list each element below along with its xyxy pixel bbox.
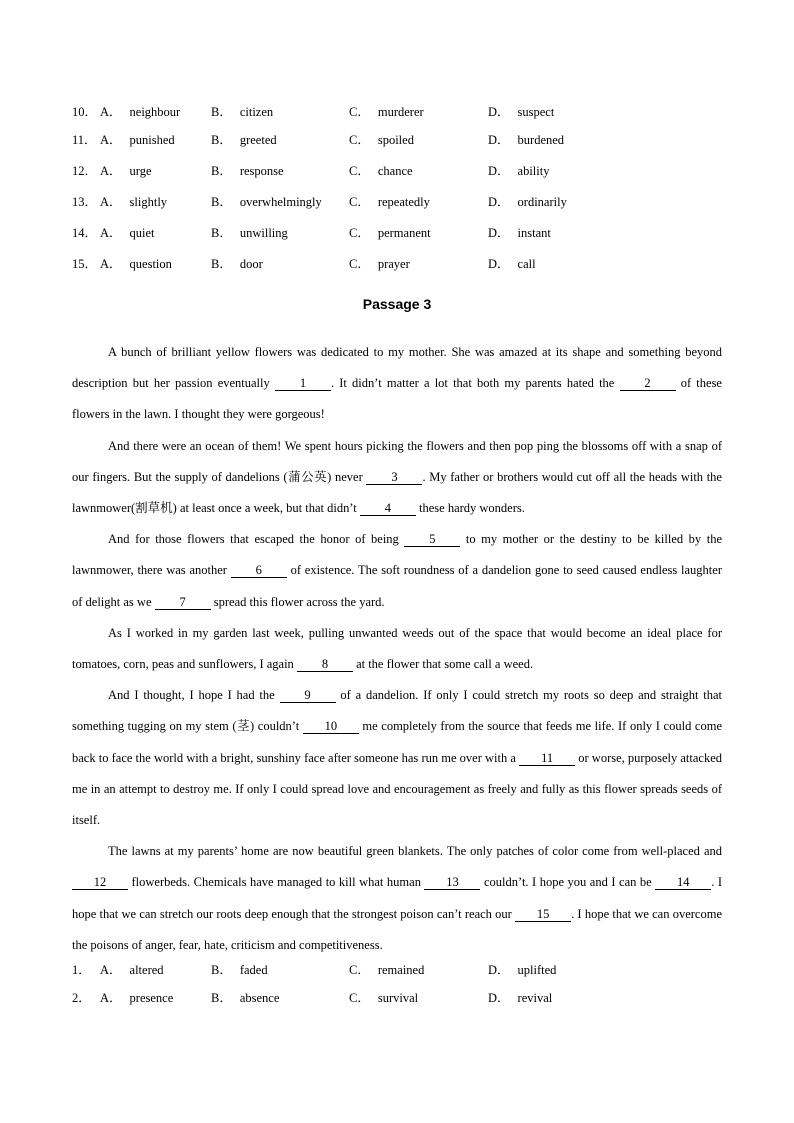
paragraph-4: As I worked in my garden last week, pulling unwanted weeds out of the space that would become an ideal place for tomatoes, corn, peas and sunflowers, I again 8 at the flower that some call a weed. (72, 625, 722, 672)
option-d[interactable]: D． ordinarily (488, 195, 567, 209)
option-row-15 (72, 249, 732, 280)
paragraph-6: The lawns at my parents’ home are now beautiful green blankets. The only patches of color come from well-placed and 12 flowerbeds. Chemicals have managed to kill what human 13 couldn’t. I hope you and I can be 14 . I hope that we can stretch our roots deep enough that the strongest poison can’t reach our 15 . I hope that we can overcome the poisons of anger, fear, hate, criticism and competitiveness. (72, 844, 723, 952)
question-number: 14． (72, 226, 98, 240)
option-c[interactable]: C． prayer (349, 257, 410, 271)
option-d[interactable]: D． instant (488, 226, 551, 240)
option-c[interactable]: C． permanent (349, 226, 431, 240)
option-a[interactable]: A． question (100, 257, 172, 271)
option-row-1 (72, 957, 732, 983)
passage-body (72, 337, 722, 961)
paragraph-3: And for those flowers that escaped the honor of being 5 to my mother or the destiny to be killed by the lawnmower, there was another 6 of existence. The soft roundness of a dandelion gone to seed caused endless laughter of delight as we 7 spread this flower across the yard. (72, 532, 722, 609)
option-b[interactable]: B． absence (211, 991, 280, 1005)
blank-12[interactable]: 12 (72, 875, 128, 890)
question-number: 1． (72, 963, 91, 977)
blank-6[interactable]: 6 (231, 563, 287, 578)
option-b[interactable]: B． overwhelmingly (211, 195, 322, 209)
blank-9[interactable]: 9 (280, 688, 336, 703)
blank-15[interactable]: 15 (515, 907, 571, 922)
passage-title: Passage 3 (362, 296, 432, 312)
option-row-11 (72, 125, 732, 156)
options-passage-3 (72, 957, 732, 1014)
option-b[interactable]: B． greeted (211, 133, 277, 147)
blank-1[interactable]: 1 (275, 376, 331, 391)
blank-5[interactable]: 5 (404, 532, 460, 547)
blank-3[interactable]: 3 (366, 470, 422, 485)
question-number: 11． (72, 133, 97, 147)
option-c[interactable]: C． chance (349, 164, 413, 178)
option-d[interactable]: D． suspect (488, 105, 555, 119)
option-b[interactable]: B． faded (211, 963, 268, 977)
option-c[interactable]: C． survival (349, 991, 419, 1005)
question-number: 15． (72, 257, 98, 271)
blank-13[interactable]: 13 (424, 875, 480, 890)
question-number: 13． (72, 195, 98, 209)
question-number: 10． (72, 105, 98, 119)
blank-2[interactable]: 2 (620, 376, 676, 391)
option-d[interactable]: D． uplifted (488, 963, 557, 977)
option-a[interactable]: A． quiet (100, 226, 155, 240)
blank-8[interactable]: 8 (297, 657, 353, 672)
option-a[interactable]: A． presence (100, 991, 174, 1005)
option-a[interactable]: A． slightly (100, 195, 168, 209)
option-b[interactable]: B． door (211, 257, 263, 271)
option-row-13 (72, 187, 732, 218)
option-a[interactable]: A． punished (100, 133, 175, 147)
option-c[interactable]: C． repeatedly (349, 195, 430, 209)
option-a[interactable]: A． altered (100, 963, 164, 977)
option-row-10 (72, 99, 732, 125)
options-previous-passage (72, 99, 732, 280)
option-row-14 (72, 218, 732, 249)
option-d[interactable]: D． call (488, 257, 536, 271)
option-b[interactable]: B． response (211, 164, 284, 178)
question-number: 12． (72, 164, 98, 178)
option-d[interactable]: D． revival (488, 991, 553, 1005)
option-b[interactable]: B． citizen (211, 105, 274, 119)
option-row-12 (72, 156, 732, 187)
blank-10[interactable]: 10 (303, 719, 359, 734)
blank-14[interactable]: 14 (655, 875, 711, 890)
blank-7[interactable]: 7 (155, 595, 211, 610)
question-number: 2． (72, 991, 91, 1005)
paragraph-5: And I thought, I hope I had the 9 of a dandelion. If only I could stretch my roots so deep and straight that something tugging on my stem (茎) couldn’t 10 me completely from the source that feeds me life. If only I could come back to face the world with a bright, sunshiny face after someone has run me over with a 11 or worse, purposely attacked me in an attempt to destroy me. If only I could spread love and encouragement as freely and fully as this flower spreads seeds of itself. (72, 688, 722, 828)
option-a[interactable]: A． neighbour (100, 105, 181, 119)
paragraph-1: A bunch of brilliant yellow flowers was dedicated to my mother. She was amazed at its shape and something beyond description but her passion eventually 1 . It didn’t matter a lot that both my parents hated the 2 of these flowers in the lawn. I thought they were gorgeous! (72, 345, 722, 422)
option-c[interactable]: C． murderer (349, 105, 424, 119)
blank-11[interactable]: 11 (519, 751, 575, 766)
option-d[interactable]: D． burdened (488, 133, 565, 147)
option-row-2 (72, 983, 732, 1014)
option-c[interactable]: C． remained (349, 963, 425, 977)
option-b[interactable]: B． unwilling (211, 226, 288, 240)
paragraph-2: And there were an ocean of them! We spent hours picking the flowers and then pop ping the blossoms off with a snap of our fingers. But the supply of dandelions (蒲公英) never 3 . My father or brothers would cut off all the heads with the lawnmower(割草机) at least once a week, but that didn’t 4 these hardy wonders. (72, 438, 722, 516)
option-d[interactable]: D． ability (488, 164, 550, 178)
blank-4[interactable]: 4 (360, 501, 416, 516)
option-a[interactable]: A． urge (100, 164, 152, 178)
option-c[interactable]: C． spoiled (349, 133, 414, 147)
